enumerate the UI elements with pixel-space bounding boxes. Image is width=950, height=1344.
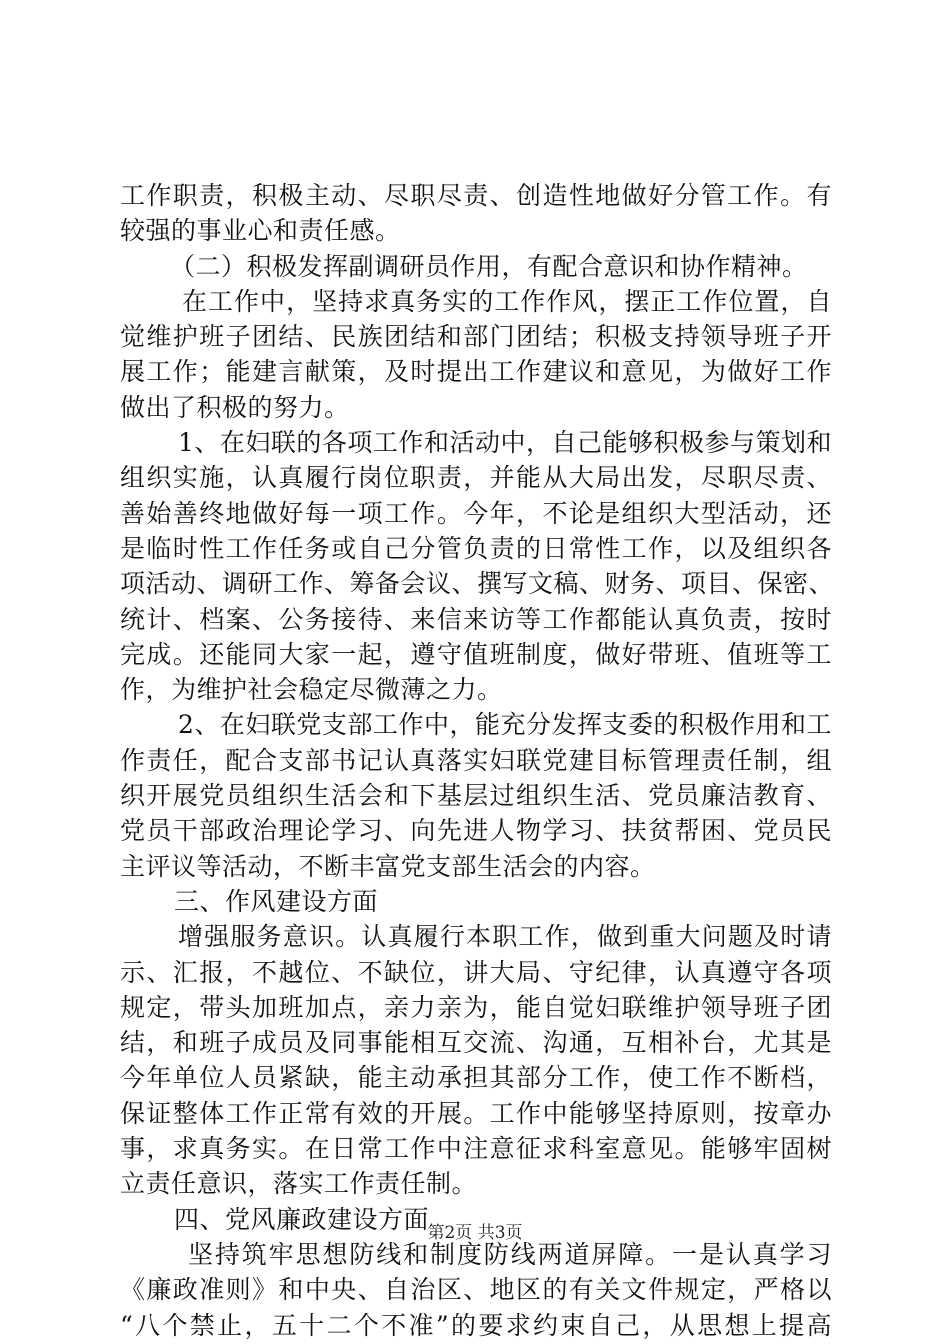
- text-line: 是临时性工作任务或自己分管负责的日常性工作，以及组织各: [120, 533, 832, 563]
- text-line: （二）积极发挥副调研员作用，有配合意识和协作精神。: [170, 251, 808, 281]
- text-line: 项活动、调研工作、筹备会议、撰写文稿、财务、项目、保密、: [120, 569, 835, 599]
- text-line: 在工作中，坚持求真务实的工作作风，摆正工作位置，自: [182, 286, 832, 316]
- text-line: 展工作；能建言献策，及时提出工作建议和意见，为做好工作: [120, 357, 832, 387]
- text-line: 增强服务意识。认真履行本职工作，做到重大问题及时请: [178, 922, 832, 952]
- text-line: 1、在妇联的各项工作和活动中，自己能够积极参与策划和: [178, 428, 832, 458]
- text-line: 四、党风廉政建设方面: [174, 1204, 430, 1234]
- text-line: 统计、档案、公务接待、来信来访等工作都能认真负责，按时: [120, 604, 832, 634]
- text-line: 做出了积极的努力。: [120, 392, 350, 422]
- text-line: 2、在妇联党支部工作中，能充分发挥支委的积极作用和工: [178, 710, 832, 740]
- text-line: 三、作风建设方面: [174, 886, 379, 916]
- text-line: 作责任，配合支部书记认真落实妇联党建目标管理责任制，组: [120, 745, 832, 775]
- text-line: 事，求真务实。在日常工作中注意征求科室意见。能够牢固树: [120, 1134, 832, 1164]
- text-line: 善始善终地做好每一项工作。今年，不论是组织大型活动，还: [120, 498, 832, 528]
- page-footer: 第2页 共3页: [427, 1223, 523, 1243]
- text-line: 党员干部政治理论学习、向先进人物学习、扶贫帮困、党员民: [120, 816, 832, 846]
- text-line: 今年单位人员紧缺，能主动承担其部分工作，使工作不断档，: [120, 1063, 832, 1093]
- text-line: 《廉政准则》和中央、自治区、地区的有关文件规定，严格以: [120, 1275, 832, 1305]
- text-line: “八个禁止，五十二个不准”的要求约束自己，从思想上提高: [120, 1310, 832, 1340]
- text-line: 组织实施，认真履行岗位职责，并能从大局出发，尽职尽责、: [120, 463, 832, 493]
- text-line: 织开展党员组织生活会和下基层过组织生活、党员廉洁教育、: [120, 781, 832, 811]
- text-line: 立责任意识，落实工作责任制。: [120, 1169, 478, 1199]
- text-line: 规定，带头加班加点，亲力亲为，能自觉妇联维护领导班子团: [120, 992, 832, 1022]
- text-line: 完成。还能同大家一起，遵守值班制度，做好带班、值班等工: [120, 639, 832, 669]
- text-line: 示、汇报，不越位、不缺位，讲大局、守纪律，认真遵守各项: [120, 957, 832, 987]
- text-line: 较强的事业心和责任感。: [120, 216, 401, 246]
- text-line: 坚持筑牢思想防线和制度防线两道屏障。一是认真学习: [188, 1239, 832, 1269]
- text-line: 保证整体工作正常有效的开展。工作中能够坚持原则，按章办: [120, 1098, 832, 1128]
- text-line: 结，和班子成员及同事能相互交流、沟通，互相补台，尤其是: [120, 1028, 832, 1058]
- text-line: 觉维护班子团结、民族团结和部门团结；积极支持领导班子开: [120, 322, 832, 352]
- text-line: 主评议等活动，不断丰富党支部生活会的内容。: [120, 851, 656, 881]
- document-body: [120, 178, 835, 1343]
- text-line: 作，为维护社会稳定尽微薄之力。: [120, 675, 503, 705]
- text-line: 工作职责，积极主动、尽职尽责、创造性地做好分管工作。有: [120, 181, 832, 210]
